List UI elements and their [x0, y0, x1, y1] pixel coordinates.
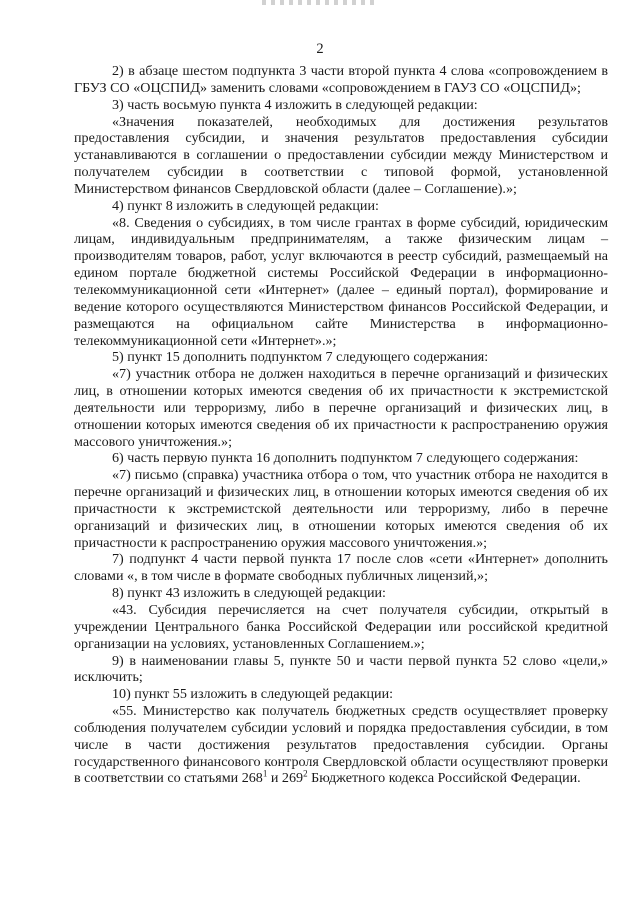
paragraph: 4) пункт 8 изложить в следующей редакции:: [112, 197, 379, 214]
document-body: [74, 63, 608, 787]
paragraph: 6) часть первую пункта 16 дополнить подпунктом 7 следующего содержания:: [112, 450, 579, 467]
paragraph: «7) письмо (справка) участника отбора о том, что участник отбора не находится в перечне организаций и физических лиц, в отношении которых имеются сведения об их причастности к экстремистской деятельности или терроризму, либо в перечне организаций и физических лиц, в отношении которых имеются сведения об их причастности к распространению оружия массового уничтожения.»;: [74, 467, 608, 551]
paragraph-text: и 269: [267, 770, 304, 787]
paragraph: «8. Сведения о субсидиях, в том числе грантах в форме субсидий, юридическим лицам, индивидуальным предпринимателям, а также физическим лицам – производителям товаров, работ, услуг включаются в реестр субсидий, размещаемый на едином портале бюджетной системы Российской Федерации в информационно-телекоммуникационной сети «Интернет» (далее – единый портал), формирование и ведение которого осуществляются Министерством финансов Российской Федерации, и размещаются на официальном сайте Министерства в информационно-телекоммуникационной сети «Интернет».»;: [74, 214, 608, 349]
paragraph: «43. Субсидия перечисляется на счет получателя субсидии, открытый в учреждении Центрального банка Российской Федерации или российской кредитной организации на условиях, установленных Соглашением.»;: [74, 602, 608, 652]
paragraph: 5) пункт 15 дополнить подпунктом 7 следующего содержания:: [112, 349, 489, 366]
paragraph: 10) пункт 55 изложить в следующей редакции:: [112, 686, 394, 703]
paragraph: «7) участник отбора не должен находиться в перечне организаций и физических лиц, в отношении которых имеются сведения об их причастности к экстремистской деятельности или терроризму, либо в перечне организаций и физических лиц, в отношении которых имеются сведения об их причастности к распространению оружия массового уничтожения.»;: [74, 366, 608, 450]
paragraph-text: Бюджетного кодекса Российской Федерации.: [307, 770, 581, 787]
paragraph: 3) часть восьмую пункта 4 изложить в следующей редакции:: [112, 96, 478, 113]
paragraph: 9) в наименовании главы 5, пункте 50 и части первой пункта 52 слово «цели,» исключить;: [74, 652, 608, 686]
page-number: 2: [316, 41, 324, 57]
superscript: 2: [303, 768, 308, 779]
paragraph: 8) пункт 43 изложить в следующей редакции:: [112, 585, 386, 602]
paragraph: 7) подпункт 4 части первой пункта 17 после слов «сети «Интернет» дополнить словами «, в том числе в формате свободных публичных лицензий,»;: [74, 551, 608, 585]
paragraph: 2) в абзаце шестом подпункта 3 части второй пункта 4 слова «сопровождением в ГБУЗ СО «ОЦСПИД» заменить словами «сопровождением в ГАУЗ СО «ОЦСПИД»;: [74, 63, 608, 96]
paragraph: «Значения показателей, необходимых для достижения результатов предоставления субсидии, и значения результатов предоставления субсидии устанавливаются в соглашении о предоставлении субсидии между Министерством и получателем субсидии в соответствии с типовой формой, установленной Министерством финансов Свердловской области (далее – Соглашение).»;: [74, 113, 608, 197]
scan-artifact: [262, 0, 374, 5]
paragraph-last: [74, 703, 608, 787]
superscript: 1: [262, 768, 268, 779]
paragraph-text: «55. Министерство как получатель бюджетных средств осуществляет проверку соблюдения получателем субсидии условий и порядка предоставления субсидии, в том числе в части достижения результатов предоставления субсидии. Органы государственного финансового контроля Свердловской области осуществляют проверки в соответствии со статьями 268: [74, 703, 608, 787]
